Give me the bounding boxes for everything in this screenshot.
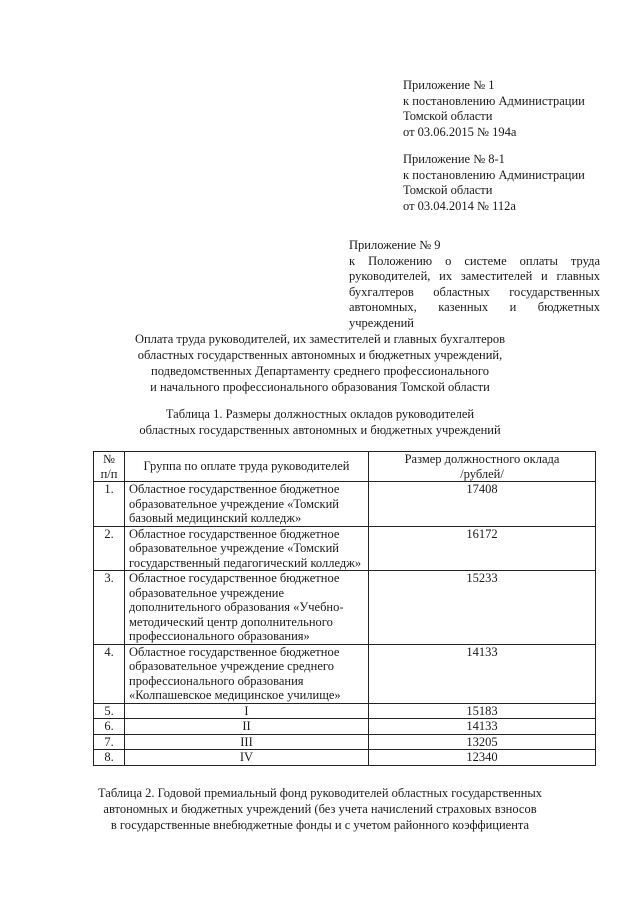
row-group-line: Областное государственное бюджетное [129, 571, 340, 585]
appendix-9-line: учреждений [349, 315, 414, 330]
row-salary: 13205 [369, 734, 596, 750]
table-row [94, 734, 596, 750]
table-row [94, 526, 596, 571]
row-salary: 15183 [369, 703, 596, 719]
row-salary: 15233 [369, 571, 596, 645]
row-group-line: профессионального образования [129, 673, 304, 688]
row-salary: 12340 [369, 750, 596, 766]
appendix-1-line: от 03.06.2015 № 194а [403, 124, 517, 139]
row-group: I [125, 703, 369, 719]
appendix-8-1-line: Приложение № 8-1 [403, 152, 505, 166]
row-number: 2. [94, 526, 125, 571]
header-salary-line: /рублей/ [460, 466, 504, 481]
row-group-line: базовый медицинский колледж» [129, 511, 302, 525]
row-number: 1. [94, 482, 125, 527]
row-group-line: Областное государственное бюджетное [129, 482, 340, 496]
row-group-line: образовательное учреждение «Томский [129, 496, 339, 511]
row-group-line: Областное государственное бюджетное [129, 644, 340, 659]
appendix-9-block [349, 238, 600, 331]
appendix-1-block [403, 78, 603, 140]
table-row [94, 719, 596, 735]
header-number-line: п/п [100, 466, 118, 481]
table-row [94, 703, 596, 719]
heading-line: подведомственных Департаменту среднего профессионального [151, 364, 489, 378]
row-group: IV [125, 750, 369, 766]
appendix-8-1-block [403, 152, 603, 214]
row-group: II [125, 719, 369, 735]
header-salary-line: Размер должностного оклада [404, 452, 560, 466]
table-row [94, 571, 596, 645]
row-group-line: образовательное учреждение среднего [129, 659, 334, 673]
row-group [125, 526, 369, 571]
appendix-9-line: руководителей, их заместителей и главных [349, 269, 600, 283]
appendix-8-1-line: от 03.04.2014 № 112а [403, 198, 516, 213]
table-header-row [94, 452, 596, 482]
row-group [125, 644, 369, 703]
row-group-line: государственный педагогический колледж» [129, 555, 362, 570]
row-salary: 14133 [369, 719, 596, 735]
row-group: III [125, 734, 369, 750]
table-1-caption [60, 406, 580, 438]
table-1-caption-line: областных государственных автономных и бюджетных учреждений [139, 423, 501, 437]
header-group: Группа по оплате труда руководителей [125, 452, 369, 482]
appendix-9-line: Приложение № 9 [349, 238, 441, 252]
table-row [94, 482, 596, 527]
row-salary: 14133 [369, 644, 596, 703]
row-group-line: «Колпашевское медицинское училище» [129, 688, 341, 702]
row-group-line: дополнительного образования «Учебно- [129, 600, 344, 614]
row-number: 3. [94, 571, 125, 645]
heading-line: Оплата труда руководителей, их заместителей и главных бухгалтеров [134, 332, 506, 346]
row-group [125, 571, 369, 645]
row-group-line: Областное государственное бюджетное [129, 526, 340, 541]
appendix-9-line: бухгалтеров областных государственных [349, 284, 600, 299]
table-2-caption-line: в государственные внебюджетные фонды и с учетом районного коэффициента [110, 818, 530, 832]
header-number [94, 452, 125, 482]
row-number: 8. [94, 750, 125, 766]
table-2-caption [60, 785, 580, 833]
row-number: 4. [94, 644, 125, 703]
appendix-9-line: к Положению о системе оплаты труда [349, 253, 600, 268]
table-row [94, 644, 596, 703]
salary-table [93, 451, 596, 766]
document-heading [60, 331, 580, 395]
row-number: 7. [94, 734, 125, 750]
appendix-8-1-line: Томской области [403, 183, 493, 197]
heading-line: областных государственных автономных и бюджетных учреждений, [137, 348, 503, 362]
appendix-9-line: автономных, казенных и бюджетных [349, 300, 600, 314]
appendix-1-line: Томской области [403, 109, 493, 123]
row-number: 5. [94, 703, 125, 719]
appendix-1-line: Приложение № 1 [403, 78, 495, 92]
heading-line: и начального профессионального образования Томской области [150, 380, 490, 394]
row-group-line: образовательное учреждение «Томский [129, 541, 339, 555]
table-2-caption-line: автономных и бюджетных учреждений (без учета начислений страховых взносов [103, 802, 537, 816]
header-salary [369, 452, 596, 482]
appendix-1-line: к постановлению Администрации [403, 93, 585, 108]
table-row [94, 750, 596, 766]
header-number-line: № [103, 452, 115, 466]
table-1-caption-line: Таблица 1. Размеры должностных окладов руководителей [165, 407, 475, 421]
row-number: 6. [94, 719, 125, 735]
row-group [125, 482, 369, 527]
row-group-line: методический центр дополнительного [129, 614, 333, 629]
table-2-caption-line: Таблица 2. Годовой премиальный фонд руководителей областных государственных [97, 786, 543, 800]
row-group-line: профессионального образования» [129, 629, 310, 643]
row-group-line: образовательное учреждение [129, 585, 285, 600]
appendix-8-1-line: к постановлению Администрации [403, 167, 585, 182]
row-salary: 16172 [369, 526, 596, 571]
row-salary: 17408 [369, 482, 596, 527]
